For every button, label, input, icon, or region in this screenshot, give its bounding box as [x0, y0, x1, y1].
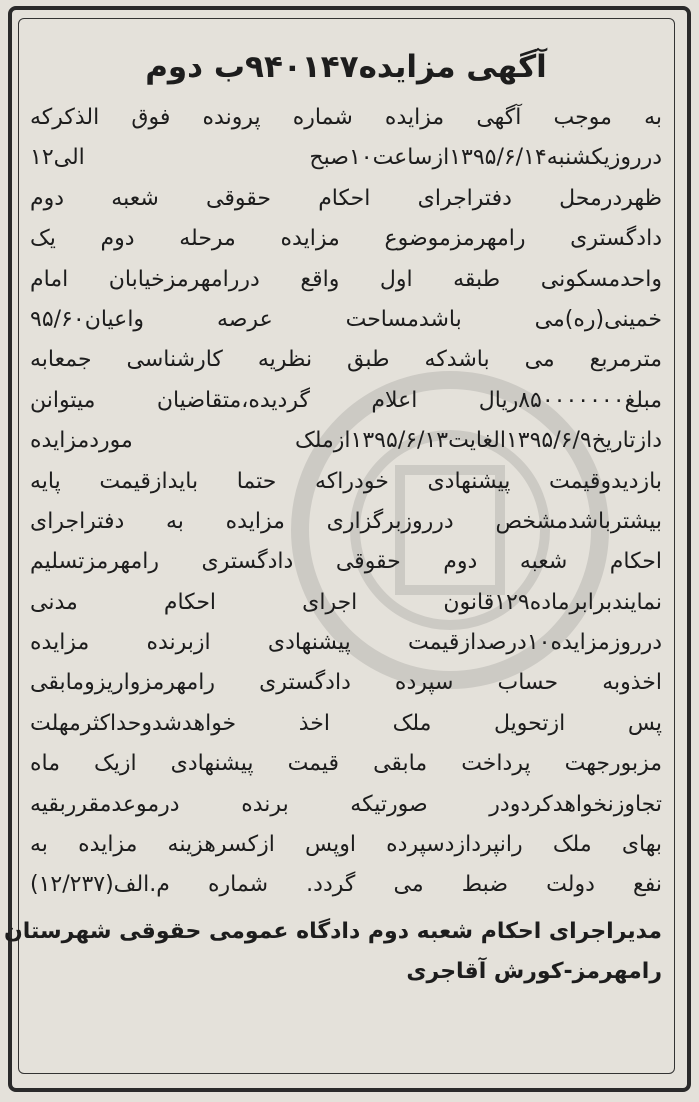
- signature-title: مدیراجرای احکام شعبه دوم دادگاه عمومی حقوقی شهرستان: [4, 918, 662, 944]
- notice-line: نمایندبرابرماده۱۲۹قانون اجرای احکام مدنی: [30, 589, 662, 615]
- notice-line: مبلغ۸۵۰۰۰۰۰۰۰ریال اعلام گردیده،متقاضیان میتوانن: [30, 387, 662, 413]
- notice-line: اخذوبه حساب سپرده دادگستری رامهرمزواریزومابقی: [30, 670, 662, 696]
- notice-line: مترمربع می باشدکه طبق نظریه کارشناسی جمعابه: [30, 347, 662, 373]
- notice-line: ظهردرمحل دفتراجرای احکام حقوقی شعبه دوم: [30, 185, 662, 211]
- notice-line: دازتاریخ۱۳۹۵/۶/۹الغایت۱۳۹۵/۶/۱۳ازملک موردمزایده: [30, 428, 662, 454]
- notice-line: بهای ملک رانپردازدسپرده اوپس ازکسرهزینه مزایده به: [30, 832, 662, 858]
- notice-line: درروزمزایده۱۰درصدازقیمت پیشنهادی ازبرنده مزایده: [30, 630, 662, 656]
- notice-title: آگهی مزایده۹۴۰۱۴۷ب دوم: [145, 49, 547, 85]
- notice-line: احکام شعبه دوم حقوقی دادگستری رامهرمزتسلیم: [30, 549, 662, 575]
- notice-line: مزبورجهت پرداخت مابقی قیمت پیشنهادی ازیک ماه: [30, 751, 662, 777]
- notice-line: دادگستری رامهرمزموضوع مزایده مرحله دوم یک: [30, 226, 662, 252]
- notice-line: نفع دولت ضبط می گردد. شماره م.الف(۱۲/۲۳۷): [30, 872, 662, 898]
- notice-line: تجاوزنخواهدکردودر صورتیکه برنده درموعدمقرربقیه: [30, 791, 662, 817]
- notice-content: [4, 28, 662, 992]
- notice-line: پس ازتحویل ملک اخذ خواهدشدوحداکثرمهلت: [30, 710, 662, 736]
- signature-name: رامهرمز-کورش آقاجری: [406, 958, 662, 984]
- notice-line: واحدمسکونی طبقه اول واقع دررامهرمزخیابان امام: [30, 266, 662, 292]
- notice-line: به موجب آگهی مزایده شماره پرونده فوق الذکرکه: [30, 105, 662, 130]
- notice-line: بازدیدوقیمت پیشنهادی خودراکه حتما بایدازقیمت پایه: [30, 468, 662, 494]
- signature-block: [4, 912, 662, 992]
- notice-line: درروزیکشنبه۱۳۹۵/۶/۱۴ازساعت۱۰صبح الی۱۲: [30, 145, 662, 171]
- notice-line: بیشترباشدمشخص درروزبرگزاری مزایده به دفتراجرای: [30, 508, 662, 534]
- notice-line: خمینی(ره)می باشدمساحت عرصه واعیان۹۵/۶۰: [30, 306, 662, 332]
- notice-body: [30, 98, 662, 906]
